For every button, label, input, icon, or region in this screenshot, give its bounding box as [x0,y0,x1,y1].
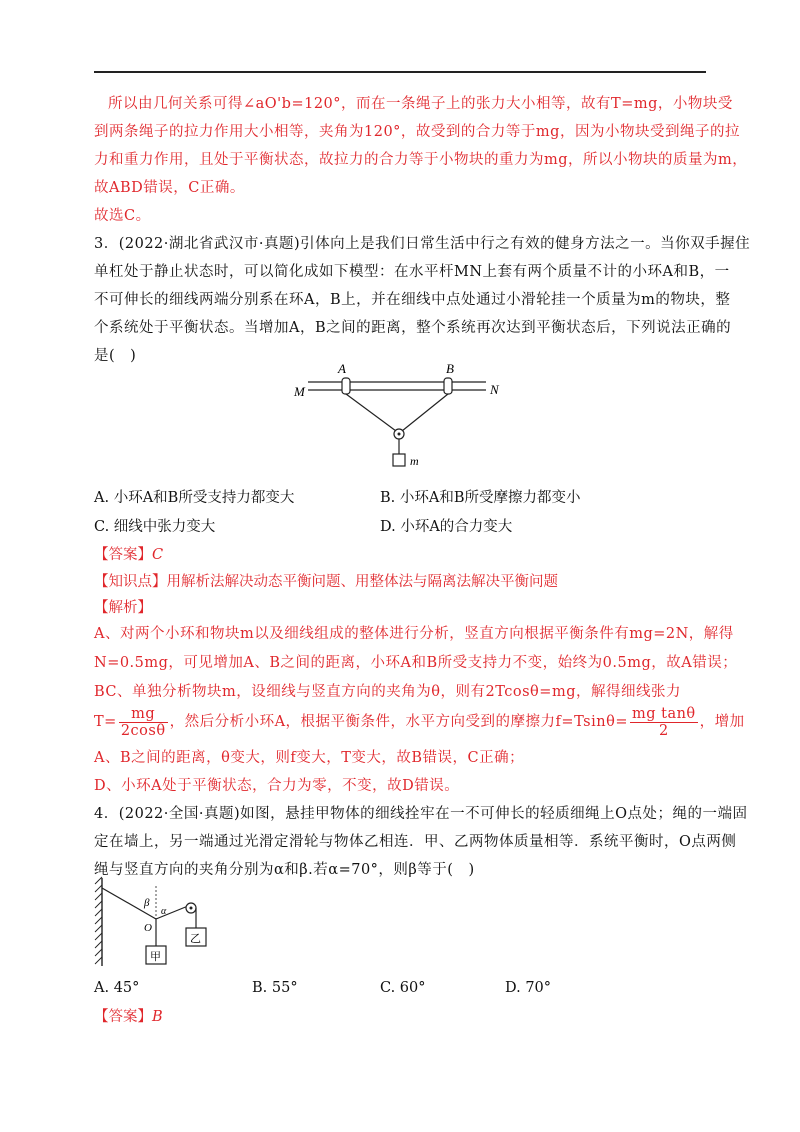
q3-analysis-tag [94,596,152,620]
prev-solution-conclusion: 故选C。 [94,208,151,224]
string-right [402,394,448,431]
label-n-rod: N [490,382,499,397]
analysis-tag: 【解析】 [94,600,152,616]
q3-option-b[interactable]: B. 小环A和B所受摩擦力都变小 [380,490,581,506]
label-a: A [338,361,346,376]
wall-hatching [95,877,102,964]
answer-value: C [152,547,164,563]
analysis-line-4-mid: ，然后分析小环A，根据平衡条件，水平方向受到的摩擦力f=Tsinθ= [169,714,628,730]
q4-option-d[interactable]: D. 70° [505,980,552,996]
prev-solution-line-3: 力和重力作用，且处于平衡状态，故拉力的合力等于小物块的重力为mg，所以小物块的质量为m， [94,152,748,168]
prev-solution [94,90,748,230]
q3-line-3: 不可伸长的细线两端分别系在环A，B上，并在细线中点处通过小滑轮挂一个质量为m的物块，整 [94,292,731,308]
friction-fraction-denominator: 2 [658,722,669,739]
q4-answer [94,1005,163,1029]
q4-answer-value: B [152,1009,163,1025]
answer-tag: 【答案】 [94,547,152,563]
q4-line-3: 绳与竖直方向的夹角分别为α和β.若α=70°，则β等于( ) [94,862,475,878]
friction-fraction [630,706,698,739]
label-o: O [144,922,152,934]
analysis-line-5: A、B之间的距离，θ变大，则f变大，T变大，故B错误，C正确； [94,750,525,766]
q4-option-c[interactable]: C. 60° [380,980,426,996]
label-beta: β [144,897,150,909]
analysis-line-6: D、小环A处于平衡状态，合力为零，不变，故D错误。 [94,778,460,794]
friction-fraction-numerator: mg tanθ [631,705,696,722]
q4-answer-tag: 【答案】 [94,1009,152,1025]
prev-solution-line-2: 到两条绳子的拉力作用大小相等，夹角为120°，故受到的合力等于mg，因为小物块受到绳子的拉 [94,124,740,140]
label-mass: m [410,454,419,468]
q3-figure [290,358,510,476]
q3-line-5: 是( ) [94,348,137,364]
string-left [346,394,396,431]
analysis-line-2: N=0.5mg，可见增加A、B之间的距离，小环A和B所受支持力不变，始终为0.5mg，故A错误； [94,655,738,671]
q4-option-b[interactable]: B. 55° [252,980,298,996]
label-yi: 乙 [190,933,201,945]
q4-option-a[interactable]: A. 45° [94,980,140,996]
question-4-stem [94,800,748,884]
knowledge-tag: 【知识点】 [94,574,167,590]
label-m-rod: M [294,384,305,399]
label-alpha: α [161,906,167,917]
prev-solution-line-4: 故ABD错误，C正确。 [94,180,245,196]
question-3-stem [94,230,751,370]
q3-analysis-end [94,744,708,800]
ring-b [444,378,452,394]
prev-solution-line-1: 所以由几何关系可得∠aO'b=120°，而在一条绳子上的张力大小相等，故有T=mg，小物块受 [108,96,733,112]
q3-option-c[interactable]: C. 细线中张力变大 [94,519,216,535]
tension-fraction-denominator: 2cosθ [120,722,166,739]
q3-answer [94,543,163,567]
q3-knowledge [94,570,558,594]
q4-line-2: 定在墙上，另一端通过光滑定滑轮与物体乙相连．甲、乙两物体质量相等．系统平衡时，O点两侧 [94,834,737,850]
pulley-axle [398,433,401,436]
q3-line-1: 3．(2022·湖北省武汉市·真题)引体向上是我们日常生活中行之有效的健身方法之一。当你双手握住 [94,236,751,252]
analysis-line-3: BC、单独分析物块m，设细线与竖直方向的夹角为θ，则有2Tcosθ=mg，解得细线张力 [94,684,681,700]
q4-line-1: 4．(2022·全国·真题)如图，悬挂甲物体的细线拴牢在一不可伸长的轻质细绳上O点处；绳的一端固 [94,806,748,822]
q4-figure [94,876,224,968]
tension-lhs: T= [94,714,117,730]
tension-fraction [119,706,168,739]
analysis-line-4-post: ，增加 [699,714,745,730]
label-jia: 甲 [150,951,161,963]
tension-fraction-numerator: mg [119,706,168,723]
ring-a [342,378,350,394]
block-m [393,454,405,466]
knowledge-value: 用解析法解决动态平衡问题、用整体法与隔离法解决平衡问题 [166,574,558,590]
q3-line-2: 单杠处于静止状态时，可以简化成如下模型：在水平杆MN上套有两个质量不计的小环A和B，一 [94,264,730,280]
analysis-line-1: A、对两个小环和物块m以及细线组成的整体进行分析，竖直方向根据平衡条件有mg=2N，解得 [94,626,734,642]
label-b: B [446,361,454,376]
q3-option-a[interactable]: A. 小环A和B所受支持力都变大 [94,490,295,506]
fixed-pulley-axle [190,907,193,910]
q3-option-d[interactable]: D. 小环A的合力变大 [380,519,513,535]
q3-analysis [94,620,738,707]
q3-line-4: 个系统处于平衡状态。当增加A，B之间的距离，整个系统再次达到平衡状态后，下列说法正确的 [94,320,732,336]
analysis-line-4 [94,702,745,742]
header-rule [94,71,706,73]
